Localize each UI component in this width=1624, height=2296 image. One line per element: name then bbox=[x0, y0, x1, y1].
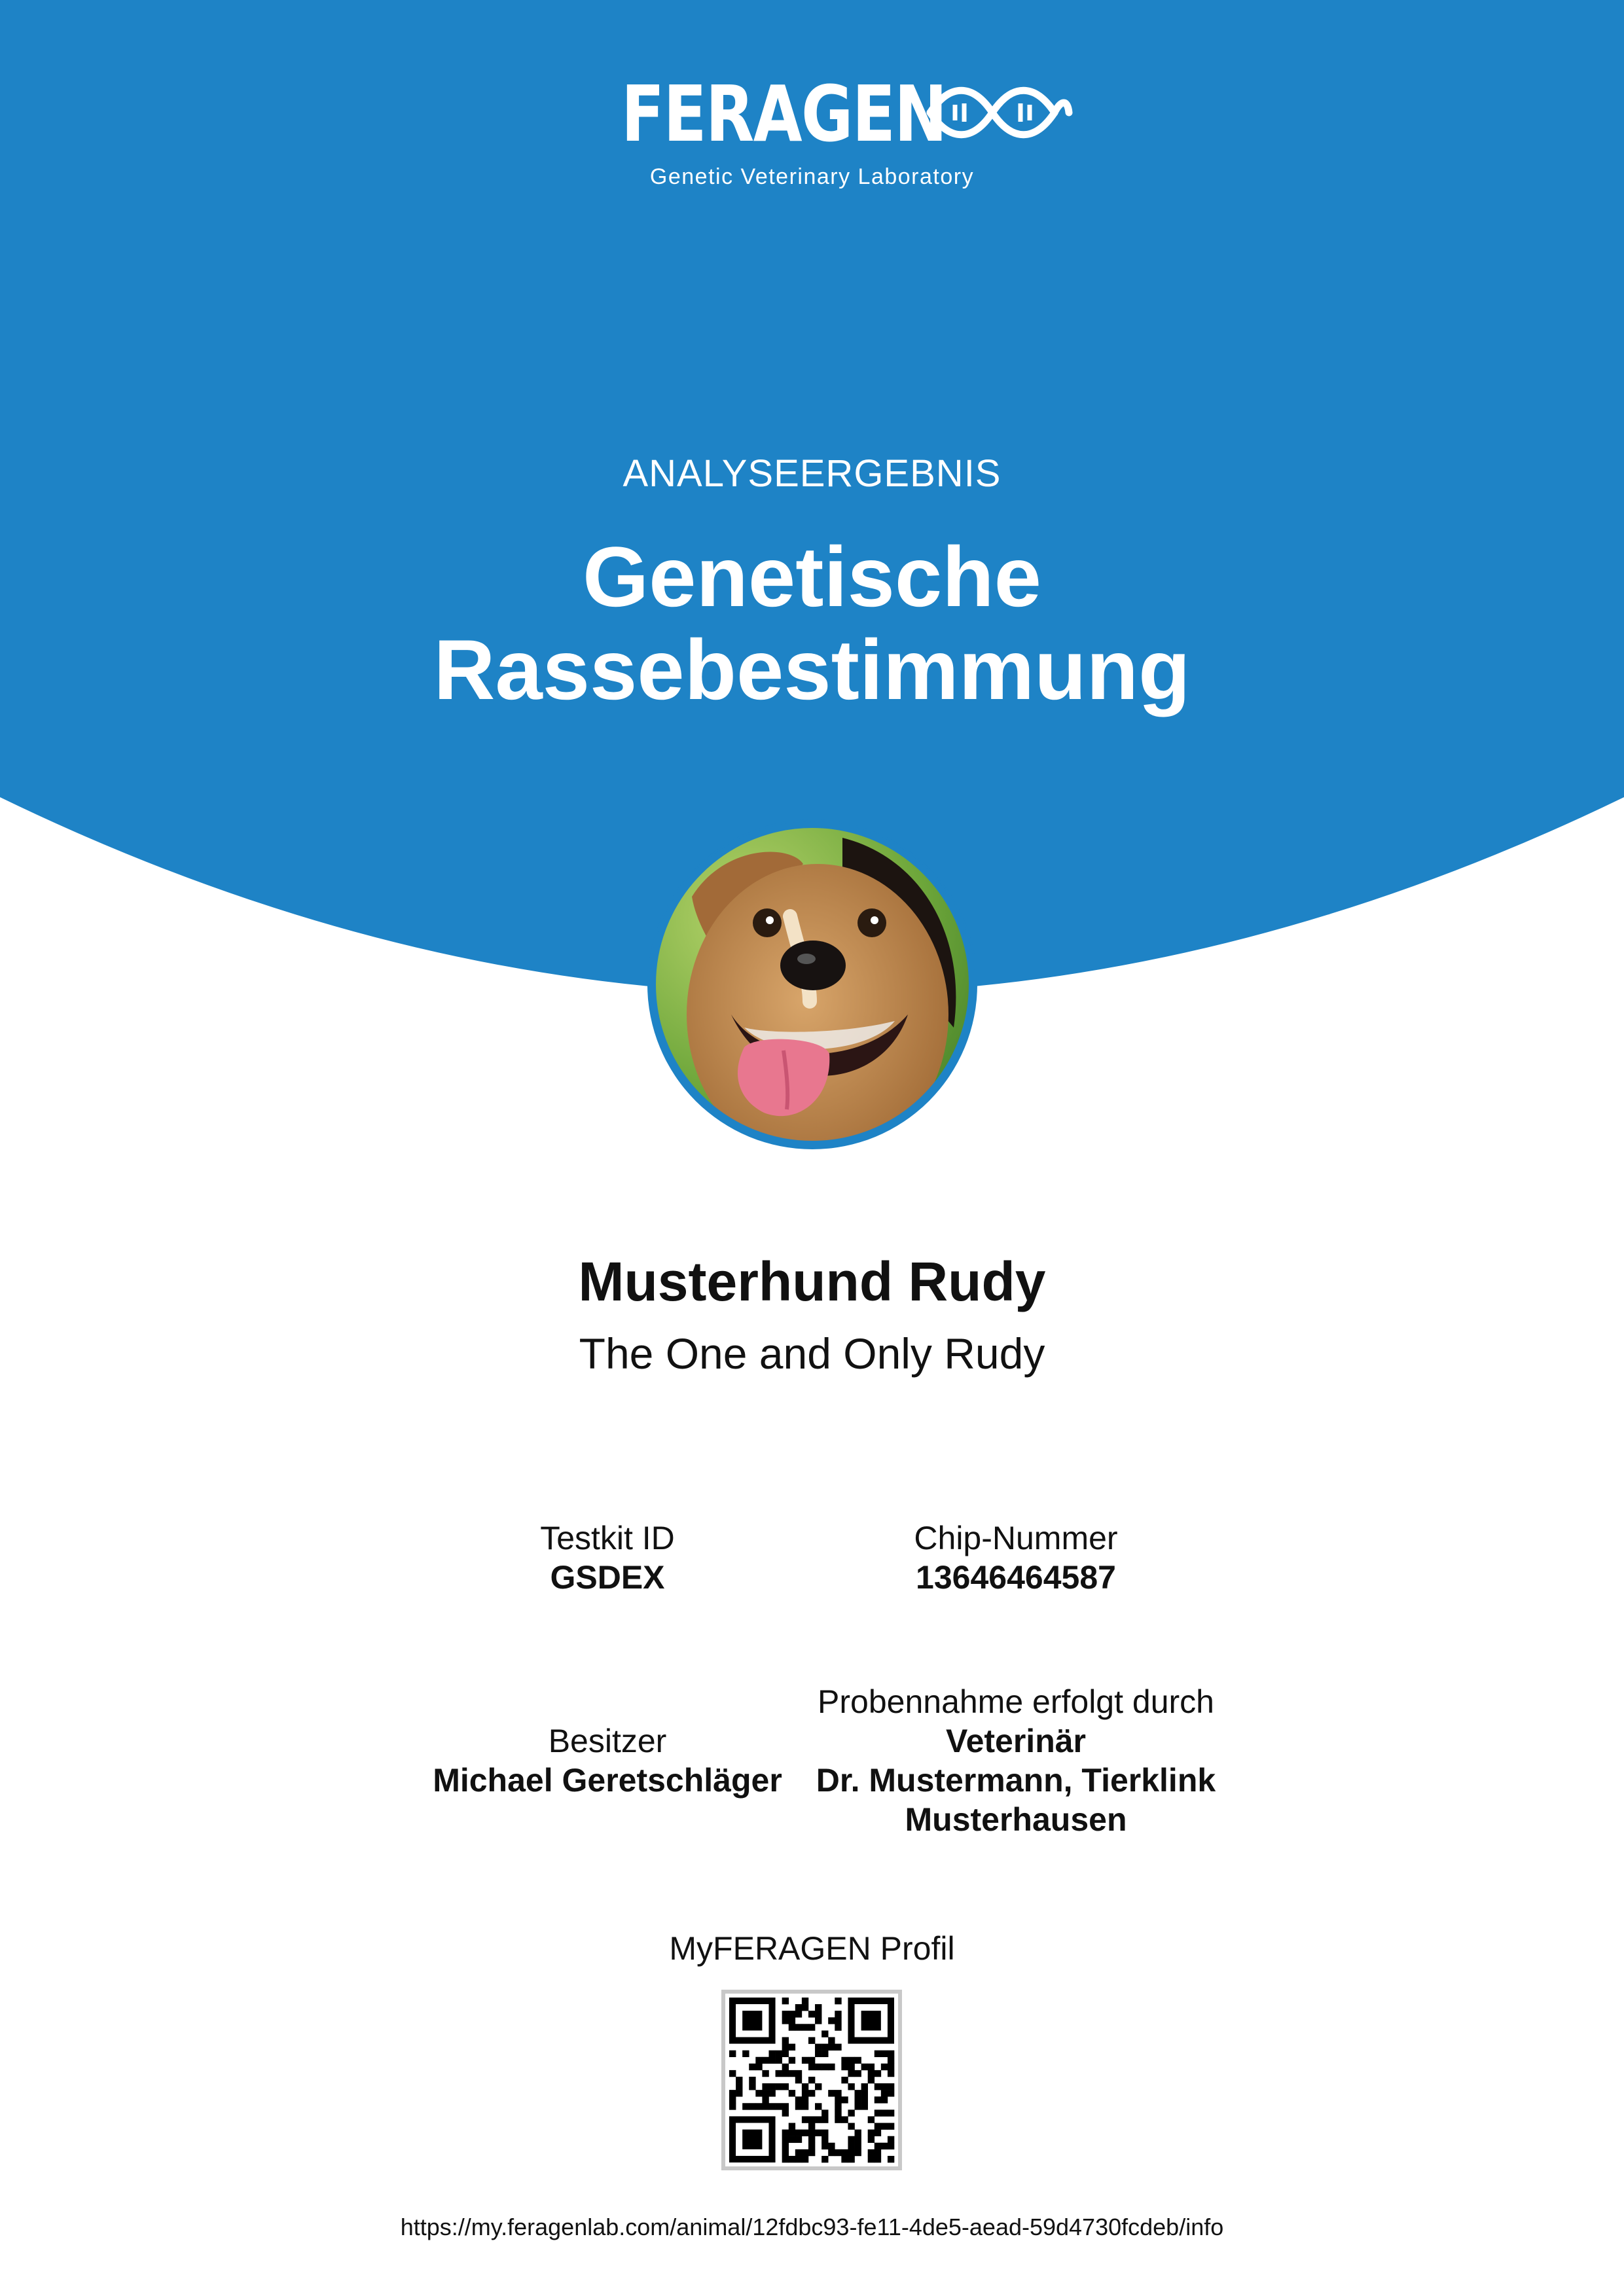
dog-name: Musterhund Rudy bbox=[578, 1251, 1046, 1312]
chip-label: Chip-Nummer bbox=[914, 1520, 1118, 1556]
testkit-label: Testkit ID bbox=[540, 1520, 675, 1556]
sampling-role: Veterinär bbox=[945, 1723, 1086, 1759]
brand-tagline: Genetic Veterinary Laboratory bbox=[649, 164, 975, 189]
dog-photo bbox=[646, 818, 979, 1151]
testkit-value: GSDEX bbox=[550, 1559, 665, 1596]
qr-code-icon[interactable] bbox=[721, 1990, 902, 2170]
brand-logo bbox=[0, 69, 1624, 190]
title-line-2: Rassebestimmung bbox=[433, 622, 1191, 717]
sampling-vet-line-2: Musterhausen bbox=[905, 1801, 1127, 1838]
owner-label: Besitzer bbox=[548, 1723, 667, 1759]
chip-field bbox=[767, 1518, 1265, 1597]
dog-nickname: The One and Only Rudy bbox=[579, 1329, 1045, 1378]
brand-wordmark: FERAGEN bbox=[621, 69, 947, 159]
document-title bbox=[0, 530, 1624, 716]
profile-url[interactable]: https://my.feragenlab.com/animal/12fdbc93-fe11-4de5-aead-59d4730fcdeb/info bbox=[400, 2214, 1224, 2240]
title-line-1: Genetische bbox=[583, 529, 1041, 624]
sampling-vet-line-1: Dr. Mustermann, Tierklink bbox=[816, 1762, 1216, 1799]
profile-label: MyFERAGEN Profil bbox=[669, 1930, 955, 1967]
dna-helix-icon bbox=[924, 80, 1074, 149]
sampling-field bbox=[767, 1682, 1265, 1839]
document-kicker: ANALYSEERGEBNIS bbox=[623, 452, 1001, 495]
owner-value: Michael Geretschläger bbox=[433, 1762, 782, 1799]
chip-value: 13646464587 bbox=[916, 1559, 1116, 1596]
sampling-label: Probennahme erfolgt durch bbox=[818, 1683, 1214, 1720]
